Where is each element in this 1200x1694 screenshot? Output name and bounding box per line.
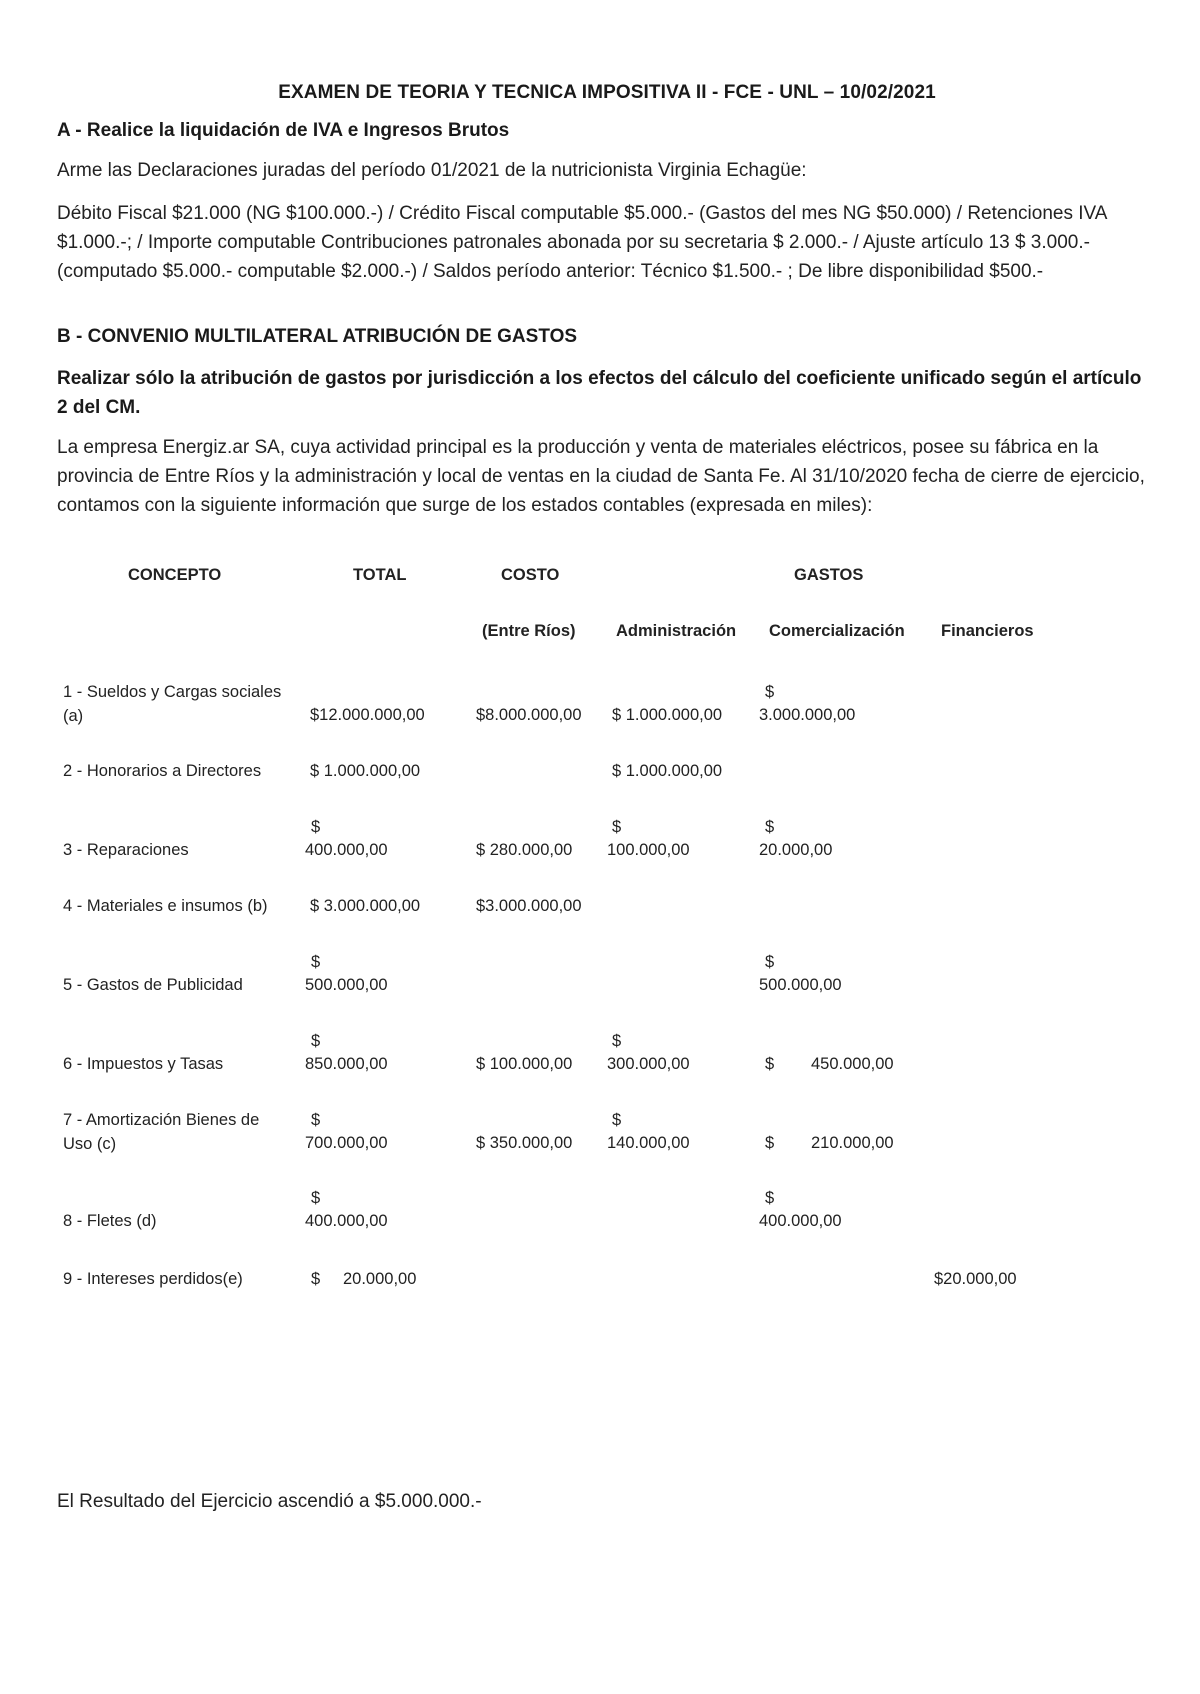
row7-com-symbol: $	[765, 1134, 775, 1152]
row4-costo: $3.000.000,00	[476, 897, 582, 915]
row5-com-symbol: $	[765, 953, 775, 971]
row3-admin-symbol: $	[612, 818, 622, 836]
section-a-heading: A - Realice la liquidación de IVA e Ingresos Brutos	[57, 120, 510, 141]
header-costo: COSTO	[501, 566, 560, 584]
row3-concepto: 3 - Reparaciones	[63, 841, 189, 859]
header-financieros: Financieros	[941, 622, 1034, 640]
row6-total-symbol: $	[311, 1032, 321, 1050]
row8-total: 400.000,00	[305, 1212, 388, 1230]
row9-fin: $20.000,00	[934, 1270, 1017, 1288]
row9-total: 20.000,00	[343, 1270, 417, 1288]
header-entre-rios: (Entre Ríos)	[482, 622, 576, 640]
row6-admin: 300.000,00	[607, 1055, 690, 1073]
row5-total: 500.000,00	[305, 976, 388, 994]
section-a-data: Débito Fiscal $21.000 (NG $100.000.-) / Crédito Fiscal computable $5.000.- (Gastos del mes NG $50.000) / Retenciones IVA $1.000.-; / Importe computable Contribuciones patronales abonada por su secretaria $ 2.000.- / Ajuste artículo 13 $ 3.000.- (computado $5.000.- computable $2.000.-) / Saldos período anterior: Técnico $1.500.- ; De libre disponibilidad $500.-	[57, 203, 1107, 282]
header-comercializacion: Comercialización	[769, 622, 905, 640]
row8-total-symbol: $	[311, 1189, 321, 1207]
row6-com-symbol: $	[765, 1055, 775, 1073]
row7-admin: 140.000,00	[607, 1134, 690, 1152]
row5-concepto: 5 - Gastos de Publicidad	[63, 976, 243, 994]
row1-admin: $ 1.000.000,00	[612, 706, 723, 724]
row6-concepto: 6 - Impuestos y Tasas	[63, 1055, 224, 1073]
row3-com: 20.000,00	[759, 841, 833, 859]
header-administracion: Administración	[616, 622, 737, 640]
row4-total: $ 3.000.000,00	[310, 897, 421, 915]
row7-com: 210.000,00	[811, 1134, 894, 1152]
row7-total-symbol: $	[311, 1111, 321, 1129]
row8-com: 400.000,00	[759, 1212, 842, 1230]
row2-total: $ 1.000.000,00	[310, 762, 421, 780]
row5-total-symbol: $	[311, 953, 321, 971]
row7-admin-symbol: $	[612, 1111, 622, 1129]
result-text: El Resultado del Ejercicio ascendió a $5.000.000.-	[57, 1491, 482, 1512]
header-total: TOTAL	[353, 566, 407, 584]
row2-admin: $ 1.000.000,00	[612, 762, 723, 780]
row5-com: 500.000,00	[759, 976, 842, 994]
row3-com-symbol: $	[765, 818, 775, 836]
row8-concepto: 8 - Fletes (d)	[63, 1212, 157, 1230]
row6-costo: $ 100.000,00	[476, 1055, 573, 1073]
row7-concepto: 7 - Amortización Bienes de Uso (c)	[63, 1111, 260, 1153]
header-concepto: CONCEPTO	[128, 566, 222, 584]
section-a-intro: Arme las Declaraciones juradas del período 01/2021 de la nutricionista Virginia Echagüe:	[57, 160, 807, 181]
row1-total: $12.000.000,00	[310, 706, 425, 724]
row6-admin-symbol: $	[612, 1032, 622, 1050]
exam-title: EXAMEN DE TEORIA Y TECNICA IMPOSITIVA II - FCE - UNL – 10/02/2021	[278, 82, 936, 103]
row6-total: 850.000,00	[305, 1055, 388, 1073]
row8-com-symbol: $	[765, 1189, 775, 1207]
section-b-instruction: Realizar sólo la atribución de gastos por jurisdicción a los efectos del cálculo del coeficiente unificado según el artículo 2 del CM.	[57, 368, 1142, 418]
row9-total-symbol: $	[311, 1270, 321, 1288]
row3-total-symbol: $	[311, 818, 321, 836]
row6-com: 450.000,00	[811, 1055, 894, 1073]
row7-costo: $ 350.000,00	[476, 1134, 573, 1152]
row1-costo: $8.000.000,00	[476, 706, 582, 724]
row3-costo: $ 280.000,00	[476, 841, 573, 859]
row4-concepto: 4 - Materiales e insumos (b)	[63, 897, 268, 915]
row7-total: 700.000,00	[305, 1134, 388, 1152]
section-b-context: La empresa Energiz.ar SA, cuya actividad principal es la producción y venta de materiales eléctricos, posee su fábrica en la provincia de Entre Ríos y la administración y local de ventas en la ciudad de Santa Fe. Al 31/10/2020 fecha de cierre de ejercicio, contamos con la siguiente información que surge de los estados contables (expresada en miles):	[57, 437, 1145, 516]
header-gastos: GASTOS	[794, 566, 864, 584]
section-b-heading: B - CONVENIO MULTILATERAL ATRIBUCIÓN DE GASTOS	[57, 326, 578, 347]
row9-concepto: 9 - Intereses perdidos(e)	[63, 1270, 243, 1288]
row2-concepto: 2 - Honorarios a Directores	[63, 762, 262, 780]
row1-concepto: 1 - Sueldos y Cargas sociales (a)	[63, 683, 282, 725]
row1-com: 3.000.000,00	[759, 706, 856, 724]
row1-com-symbol: $	[765, 683, 775, 701]
row3-total: 400.000,00	[305, 841, 388, 859]
row3-admin: 100.000,00	[607, 841, 690, 859]
